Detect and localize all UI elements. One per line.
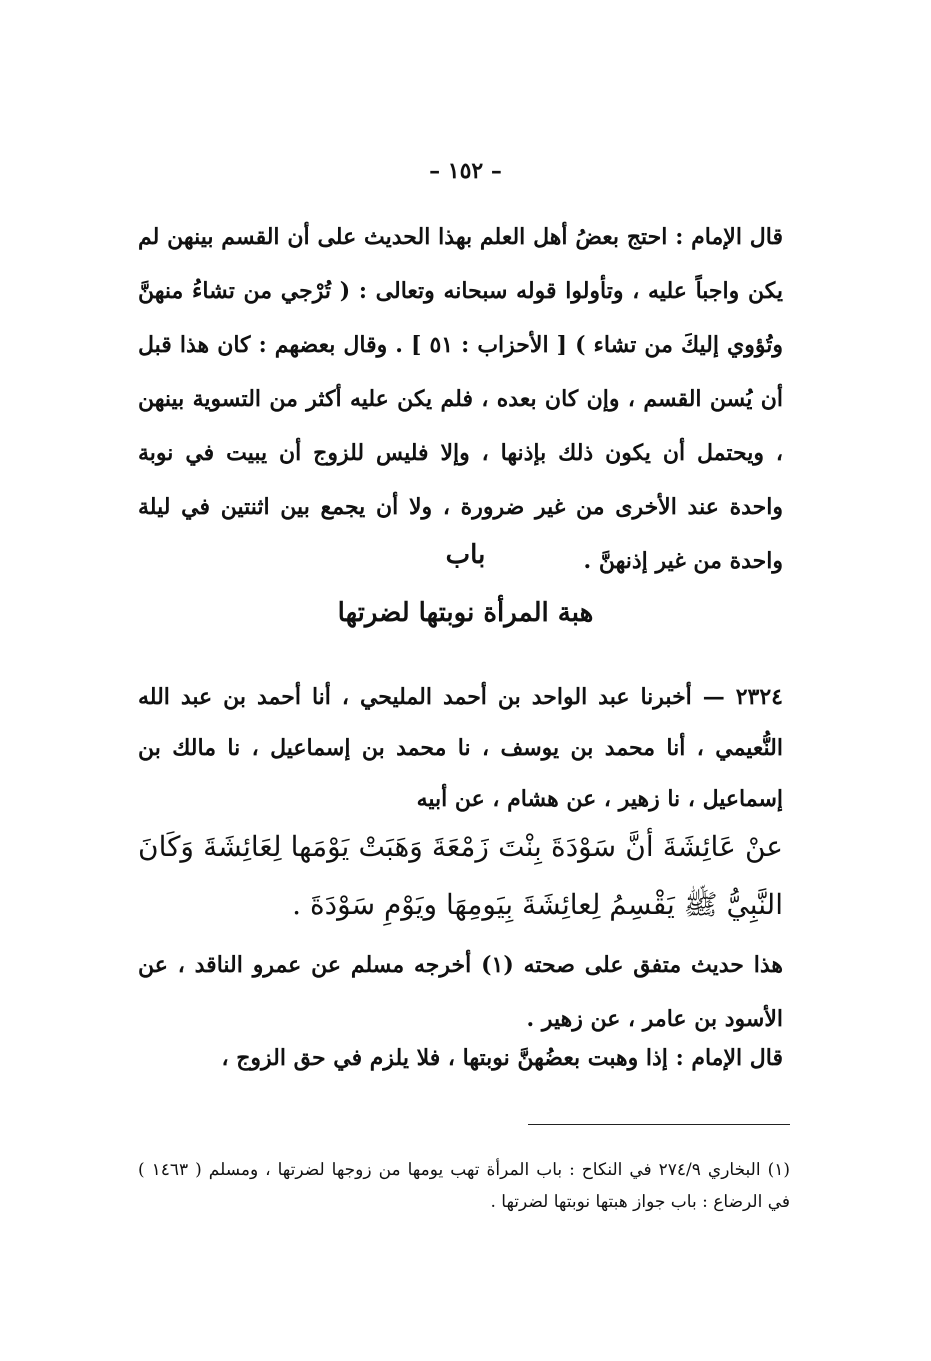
footnote: (١) البخاري ٢٧٤/٩ في النكاح : باب المرأة تهب يومها من زوجها لضرتها ، ومسلم ( ١٤٦٣ ) في الرضاع : باب جواز هبتها نوبتها لضرتها .: [138, 1160, 790, 1212]
chapter-heading: باب: [445, 540, 486, 570]
hadith-takhrij: هذا حديث متفق على صحته (١) أخرجه مسلم عن عمرو الناقد ، عن الأسود بن عامر ، عن زهير .: [138, 952, 783, 1032]
commentary-paragraph-continued: قال الإمام : إذا وهبت بعضُهنَّ نوبتها ، فلا يلزم في حق الزوج ،: [221, 1045, 783, 1071]
commentary-paragraph: قال الإمام : احتج بعضُ أهل العلم بهذا الحديث على أن القسم بينهن لم يكن واجباً عليه ، وتأولوا قوله سبحانه وتعالى : ( تُرْجي من تشاءُ منهنَّ وتُؤوي إليكَ من تشاء ) [ الأحزاب : ٥١ ] . وقال بعضهم : كان هذا قبل أن يُسن القسم ، وإن كان بعده ، فلم يكن عليه أكثر من التسوية بينهن ، ويحتمل أن يكون ذلك بإذنها ، وإلا فليس للزوج أن يبيت في نوبة واحدة عند الأخرى من غير ضرورة ، ولا أن يجمع بين اثنتين في ليلة واحدة من غير إذنهنَّ .: [138, 224, 783, 574]
chapter-title: هبة المرأة نوبتها لضرتها: [337, 598, 594, 628]
footnote-divider: [528, 1124, 790, 1125]
hadith-isnad: ٢٣٢٤ — أخبرنا عبد الواحد بن أحمد المليحي ، أنا أحمد بن عبد الله النُّعيمي ، أنا محمد بن يوسف ، نا محمد بن إسماعيل ، نا مالك بن إسماعيل ، نا زهير ، عن هشام ، عن أبيه: [138, 684, 783, 812]
page-number: – ١٥٢ –: [429, 158, 502, 184]
hadith-text: عنْ عَائِشَةَ أنَّ سَوْدَةَ بِنْتَ زَمْعَةَ وَهَبَتْ يَوْمَها لِعَائِشَةَ وَكَانَ النَّبِيُّ ﷺ يَقْسِمُ لِعائِشَةَ بِيَومِهَا ويَوْمِ سَوْدَةَ .: [138, 830, 783, 921]
